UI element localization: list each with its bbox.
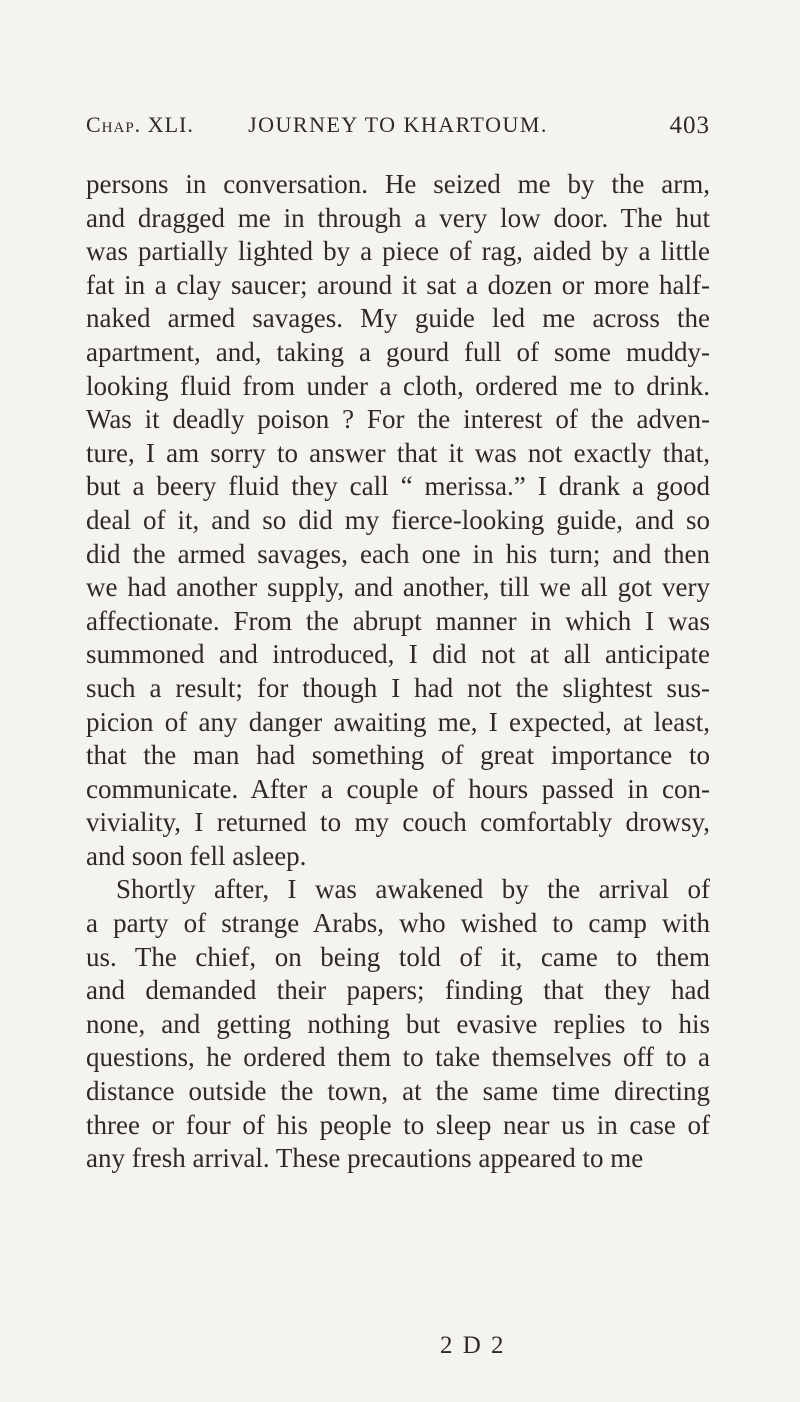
text-line: picion of any danger awaiting me, I expected, at least, [86, 706, 710, 737]
text-line: that the man had something of great importance to [86, 740, 710, 771]
text-line: did the armed savages, each one in his turn; and then [86, 538, 710, 569]
paragraph [86, 168, 710, 873]
text-line: and soon fell asleep. [86, 840, 307, 871]
body-text [86, 168, 710, 1176]
text-line: us. The chief, on being told of it, came to them [86, 941, 710, 972]
paragraph [86, 873, 710, 1175]
chapter-label: Chap. XLI. [86, 112, 194, 137]
text-line: viviality, I returned to my couch comfortably drowsy, [86, 807, 710, 838]
text-line: we had another supply, and another, till we all got very [86, 572, 710, 603]
text-line: a party of strange Arabs, who wished to camp with [86, 908, 710, 939]
text-line: affectionate. From the abrupt manner in which I was [86, 605, 710, 636]
text-line: fat in a clay saucer; around it sat a dozen or more half- [86, 269, 710, 300]
text-line: was partially lighted by a piece of rag, aided by a little [86, 236, 710, 267]
text-line: apartment, and, taking a gourd full of some muddy- [86, 336, 710, 367]
text-line: questions, he ordered them to take themselves off to a [86, 1042, 710, 1073]
text-line: ture, I am sorry to answer that it was not exactly that, [86, 437, 710, 468]
text-line: Was it deadly poison ? For the interest of the adven- [86, 404, 710, 435]
text-line: and dragged me in through a very low door. The hut [86, 202, 710, 233]
page-number: 403 [669, 112, 710, 139]
text-line: deal of it, and so did my fierce-looking guide, and so [86, 504, 710, 535]
text-line: Shortly after, I was awakened by the arrival of [116, 874, 710, 905]
text-line: persons in conversation. He seized me by the arm, [86, 169, 710, 199]
text-line: none, and getting nothing but evasive replies to his [86, 1008, 710, 1039]
signature-mark: 2 D 2 [440, 1332, 506, 1359]
text-line: summoned and introduced, I did not at all anticipate [86, 639, 710, 670]
running-title: JOURNEY TO KHARTOUM. [248, 112, 548, 137]
text-line: communicate. After a couple of hours passed in con- [86, 773, 710, 804]
text-line: any fresh arrival. These precautions appeared to me [86, 1143, 644, 1174]
text-line: distance outside the town, at the same time directing [86, 1076, 710, 1107]
text-line: naked armed savages. My guide led me across the [86, 303, 710, 334]
text-line: but a beery fluid they call “ merissa.” I drank a good [86, 471, 710, 502]
text-line: such a result; for though I had not the slightest sus- [86, 672, 710, 703]
text-line: three or four of his people to sleep near us in case of [86, 1109, 710, 1140]
running-header [86, 112, 710, 148]
text-line: looking fluid from under a cloth, ordered me to drink. [86, 370, 710, 401]
text-line: and demanded their papers; finding that they had [86, 975, 710, 1006]
